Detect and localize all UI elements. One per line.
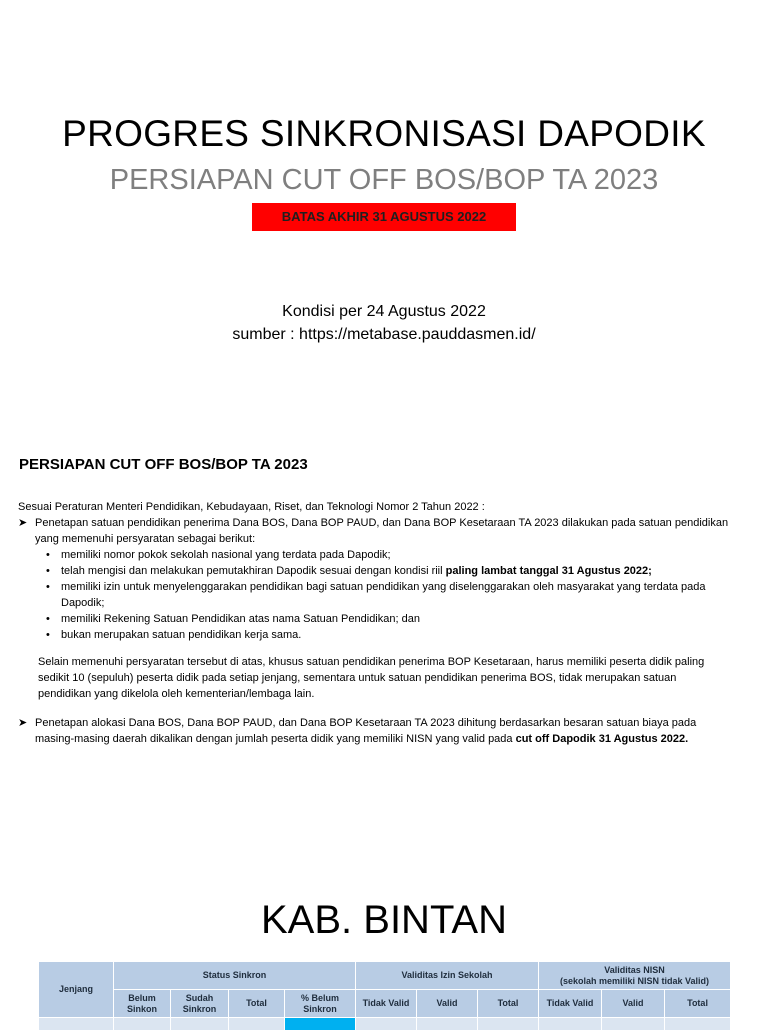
arrow-item-1	[18, 515, 730, 547]
title-slide	[0, 0, 768, 420]
header-jenjang: Jenjang	[39, 962, 114, 1018]
header-total: Total	[478, 990, 539, 1018]
requirements-slide	[0, 440, 768, 820]
header-validitas-izin: Validitas Izin Sekolah	[356, 962, 539, 990]
bullet-dot-icon: •	[46, 549, 50, 561]
deadline-banner: BATAS AKHIR 31 AGUSTUS 2022	[252, 203, 516, 231]
table-row	[39, 1018, 731, 1031]
arrow-item-2-text: Penetapan alokasi Dana BOS, Dana BOP PAUD, dan Dana BOP Kesetaraan TA 2023 dihitung berdasarkan besaran satuan biaya pada masing-masing daerah dikalikan dengan jumlah peserta didik yang memiliki NISN yang valid pada	[35, 717, 697, 745]
bullet-dot-icon: •	[46, 581, 50, 593]
list-item: • memiliki Rekening Satuan Pendidikan atas nama Satuan Pendidikan; dan	[46, 613, 420, 625]
list-item: • memiliki nomor pokok sekolah nasional yang terdata pada Dapodik;	[46, 549, 391, 561]
header-total: Total	[229, 990, 285, 1018]
arrow-item-2	[18, 715, 730, 747]
condition-block	[0, 300, 768, 346]
requirement-list	[18, 547, 730, 643]
region-title: KAB. BINTAN	[261, 898, 507, 942]
header-tidak-valid: Tidak Valid	[539, 990, 602, 1018]
condition-date: Kondisi per 24 Agustus 2022	[282, 303, 486, 320]
intro-text: Sesuai Peraturan Menteri Pendidikan, Kebudayaan, Riset, dan Teknologi Nomor 2 Tahun 2022 :	[18, 501, 485, 513]
bullet-dot-icon: •	[46, 613, 50, 625]
list-item: • telah mengisi dan melakukan pemutakhiran Dapodik sesuai dengan kondisi riil paling lambat tanggal 31 Agustus 2022;	[46, 565, 652, 577]
header-status-sinkron: Status Sinkron	[114, 962, 356, 990]
arrow-bullet-icon: ➤	[18, 517, 28, 529]
data-source: sumber : https://metabase.pauddasmen.id/	[232, 326, 536, 343]
header-persen-belum: % Belum Sinkron	[285, 990, 356, 1018]
extra-requirement: Selain memenuhi persyaratan tersebut di atas, khusus satuan pendidikan penerima BOP Kesetaraan, harus memiliki peserta didik paling sedikit 10 (sepuluh) peserta didik pada setiap jenjang, sementara untuk satuan pendidikan penerima BOS, tidak merupakan satuan pendidikan yang dikelola oleh kementerian/lembaga lain.	[38, 656, 705, 700]
bullet-dot-icon: •	[46, 565, 50, 577]
header-belum-sinkron: Belum Sinkon	[114, 990, 171, 1018]
bullet-dot-icon: •	[46, 629, 50, 641]
arrow-bullet-icon: ➤	[18, 717, 28, 729]
header-sudah-sinkron: Sudah Sinkron	[171, 990, 229, 1018]
header-valid: Valid	[417, 990, 478, 1018]
header-valid: Valid	[602, 990, 665, 1018]
list-item: • bukan merupakan satuan pendidikan kerja sama.	[46, 629, 302, 641]
main-title: PROGRES SINKRONISASI DAPODIK	[62, 113, 706, 154]
subtitle: PERSIAPAN CUT OFF BOS/BOP TA 2023	[109, 164, 659, 196]
header-validitas-nisn: Validitas NISN (sekolah memiliki NISN tidak Valid)	[539, 962, 731, 990]
requirements-body	[18, 499, 730, 747]
sync-status-table	[38, 961, 731, 1031]
header-total: Total	[665, 990, 731, 1018]
section-heading: PERSIAPAN CUT OFF BOS/BOP TA 2023	[19, 456, 308, 473]
header-tidak-valid: Tidak Valid	[356, 990, 417, 1018]
list-item: • memiliki izin untuk menyelenggarakan pendidikan bagi satuan pendidikan yang diselenggarakan oleh masyarakat yang terdata pada Dapodik;	[46, 581, 706, 609]
arrow-item-2-bold: cut off Dapodik 31 Agustus 2022.	[515, 733, 689, 745]
arrow-item-1-text: Penetapan satuan pendidikan penerima Dana BOS, Dana BOP PAUD, dan Dana BOP Kesetaraan TA 2023 dilakukan pada satuan pendidikan yang memenuhi persyaratan sebagai berikut:	[35, 517, 729, 545]
region-slide	[0, 880, 768, 1024]
